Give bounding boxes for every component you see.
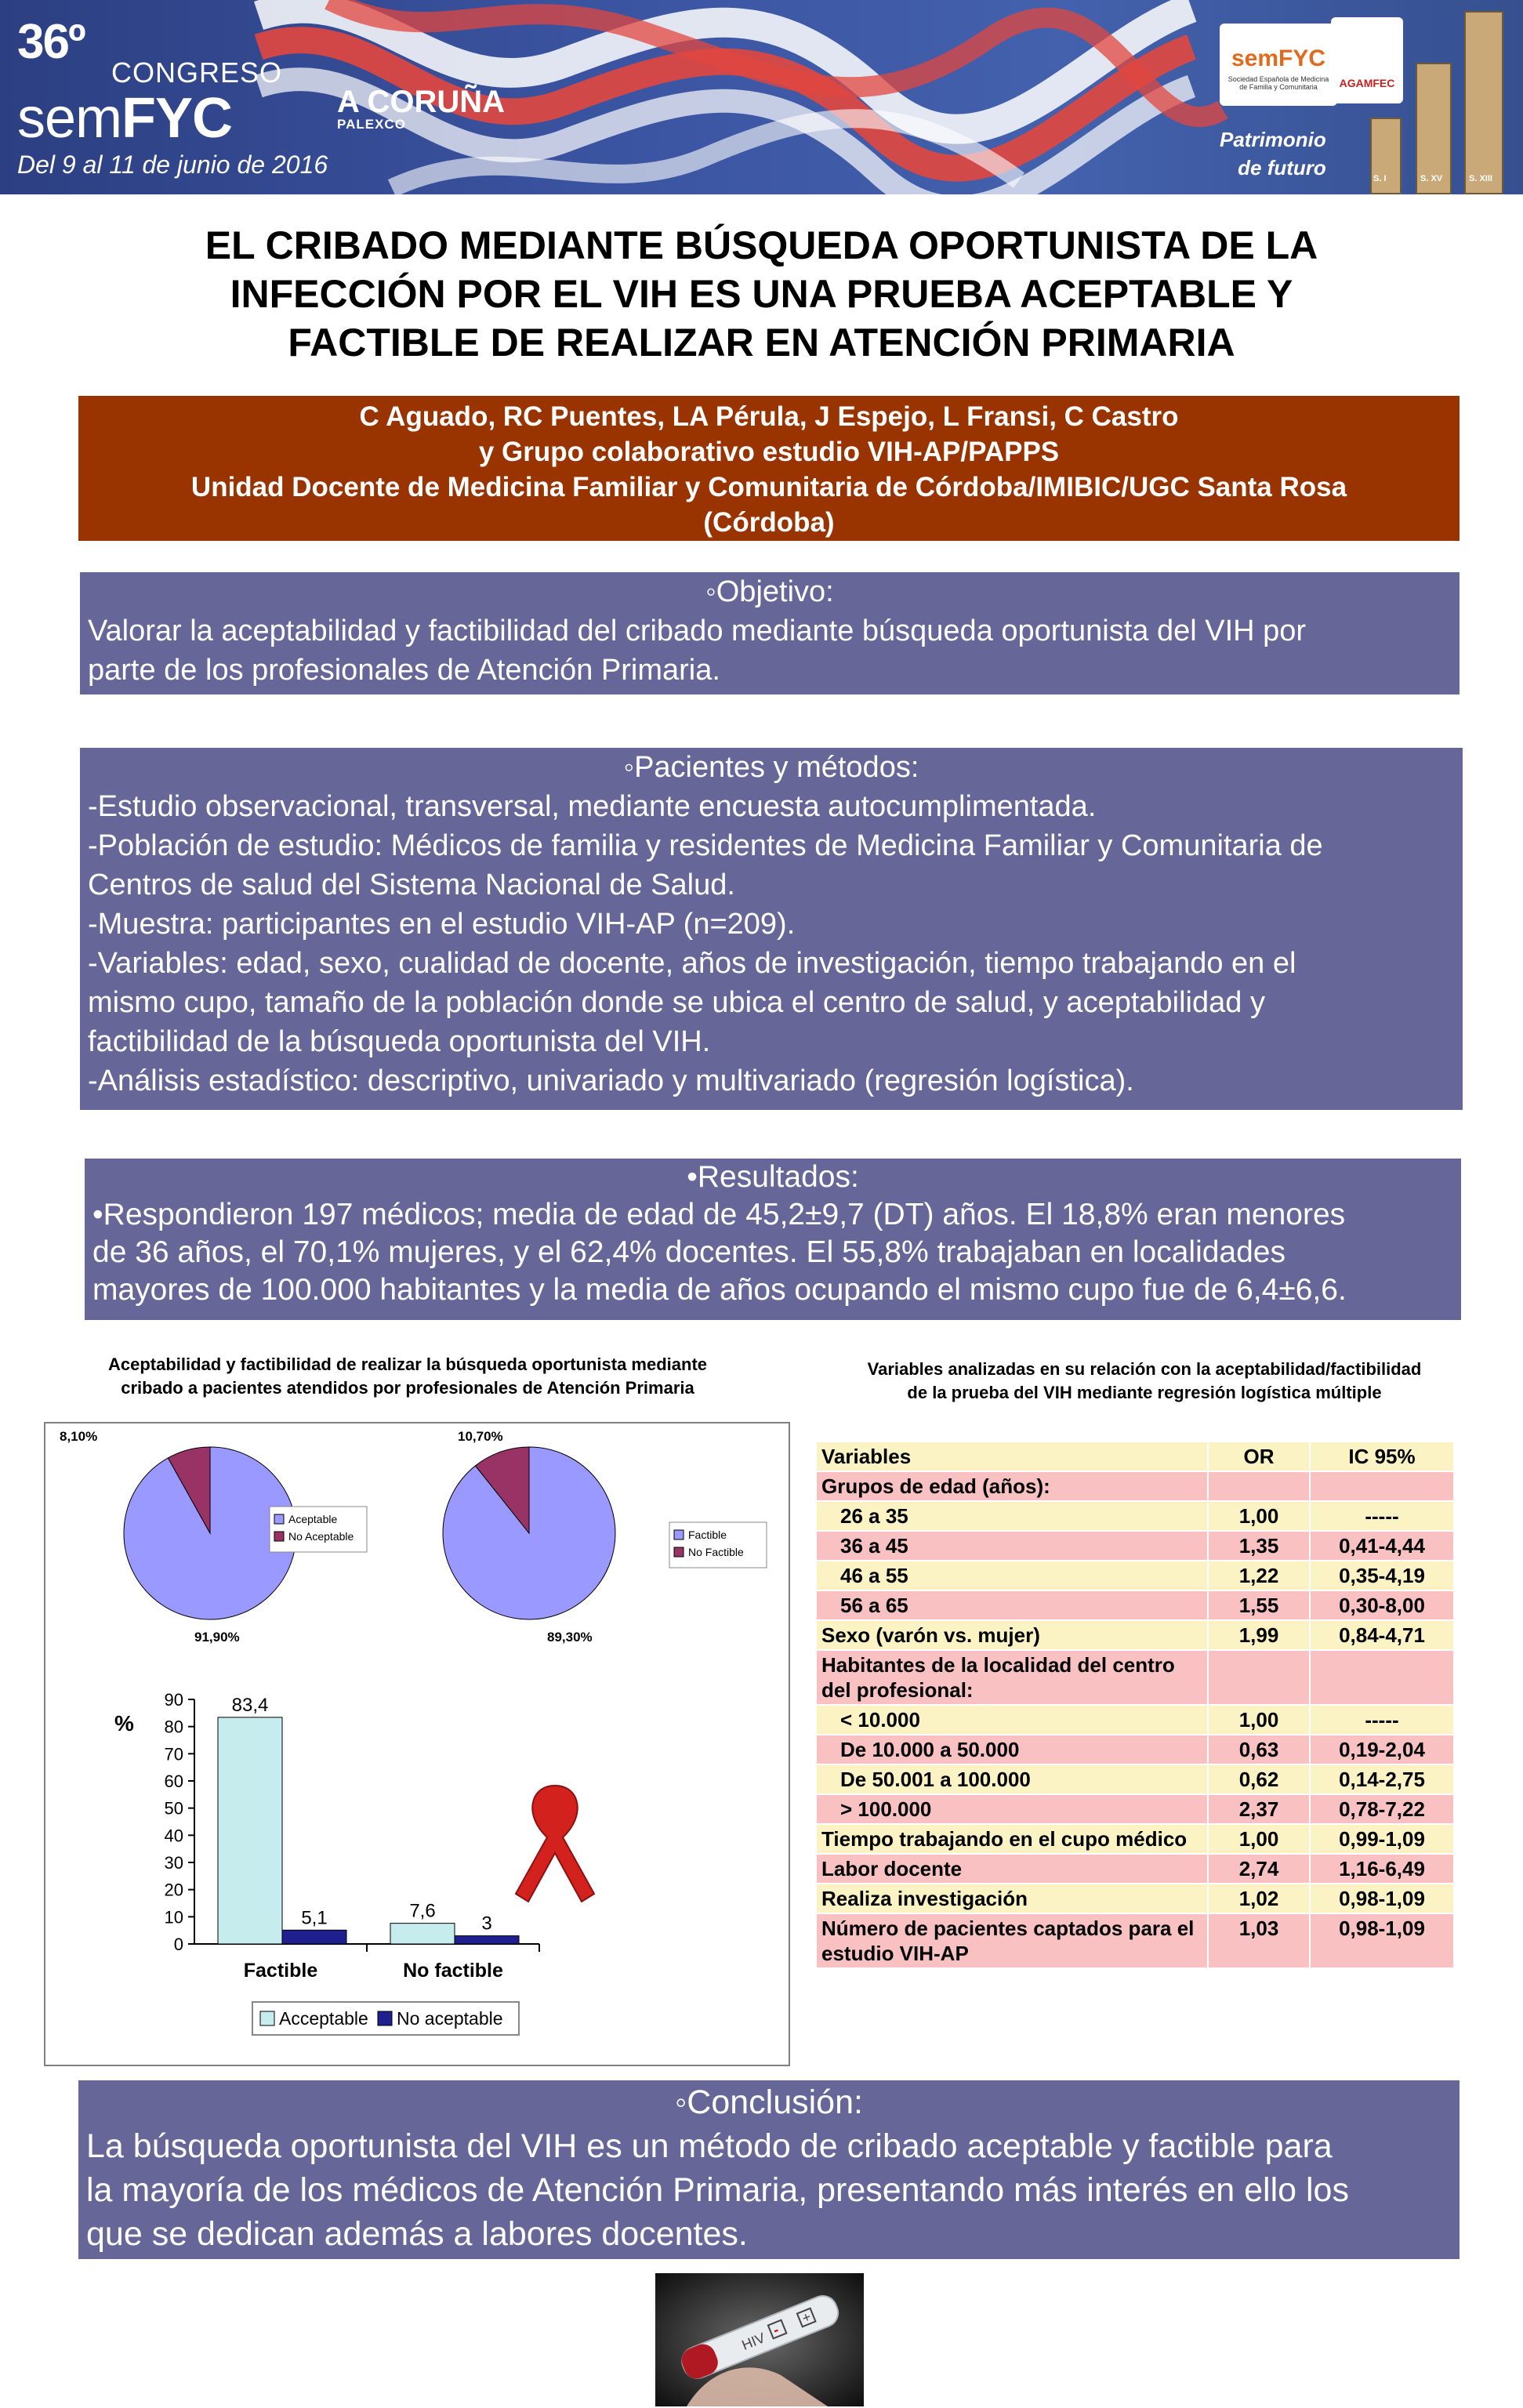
congress-dates: Del 9 al 11 de junio de 2016	[17, 150, 328, 179]
congress-number: 36º	[17, 15, 85, 69]
cell-variable: Número de pacientes captados para el estudio VIH-AP	[816, 1913, 1208, 1968]
cell-ic: 0,78-7,22	[1310, 1794, 1454, 1824]
bar-data-label: 83,4	[231, 1694, 269, 1716]
legend-swatch	[274, 1532, 284, 1541]
section-text: mismo cupo, tamaño de la población donde se ubica el centro de salud, y aceptabilidad y	[88, 986, 1265, 1019]
cell-variable: Tiempo trabajando en el cupo médico	[816, 1824, 1208, 1854]
brand-sem: sem	[17, 87, 122, 150]
cell-or: 1,99	[1208, 1620, 1310, 1650]
bar	[282, 1930, 346, 1944]
bar-data-label: 5,1	[301, 1907, 328, 1929]
methods-section	[80, 748, 1463, 1110]
pie-data-label: 89,30%	[547, 1630, 593, 1645]
congress-banner	[0, 0, 1523, 194]
table-row	[816, 1531, 1454, 1561]
section-text: -Muestra: participantes en el estudio VIH-AP (n=209).	[88, 908, 796, 941]
cell-ic: 0,99-1,09	[1310, 1824, 1454, 1854]
cell-ic	[1310, 1650, 1454, 1705]
table-row	[816, 1913, 1454, 1968]
cell-or: 1,03	[1208, 1913, 1310, 1968]
affiliation-line: (Córdoba)	[703, 507, 835, 538]
table-row	[816, 1650, 1454, 1705]
tower-icon	[1464, 11, 1503, 194]
congress-word: CONGRESO	[111, 56, 283, 89]
objective-section	[80, 572, 1460, 694]
cell-variable: Sexo (varón vs. mujer)	[816, 1620, 1208, 1650]
cell-ic: 0,84-4,71	[1310, 1620, 1454, 1650]
x-tick-label: Factible	[243, 1960, 318, 1982]
section-heading: ◦Conclusión:	[675, 2083, 863, 2121]
title-line: INFECCIÓN POR EL VIH ES UNA PRUEBA ACEPTABLE Y	[230, 272, 1293, 316]
section-text: Valorar la aceptabilidad y factibilidad del cribado mediante búsqueda oportunista del VIH por	[88, 615, 1307, 647]
semfyc-logo-text: semFYC	[1231, 45, 1326, 71]
caption-line: Variables analizadas en su relación con la aceptabilidad/factibilidad	[867, 1359, 1422, 1379]
cell-ic: 0,98-1,09	[1310, 1913, 1454, 1968]
cell-ic: 0,19-2,04	[1310, 1735, 1454, 1764]
authors-box	[78, 396, 1460, 541]
cell-or: 0,62	[1208, 1764, 1310, 1794]
cell-ic: 0,41-4,44	[1310, 1531, 1454, 1561]
cell-variable: Habitantes de la localidad del centro del profesional:	[816, 1650, 1208, 1705]
y-tick-label: 60	[164, 1772, 183, 1791]
city-label: A CORUÑA	[337, 85, 506, 119]
figure1-charts	[45, 1423, 789, 2065]
legend-label: No Factible	[688, 1546, 744, 1558]
tower-label: S. I	[1373, 174, 1387, 183]
cell-or	[1208, 1471, 1310, 1501]
bar-data-label: 7,6	[409, 1900, 436, 1922]
section-heading: ◦Pacientes y métodos:	[623, 751, 919, 784]
table-row	[816, 1620, 1454, 1650]
figure1-frame	[44, 1422, 790, 2066]
cell-or: 1,00	[1208, 1705, 1310, 1735]
y-tick-label: 30	[164, 1853, 183, 1873]
cell-or: 2,74	[1208, 1854, 1310, 1884]
section-text: •Respondieron 197 médicos; media de edad de 45,2±9,7 (DT) años. El 18,8% eran menores	[92, 1198, 1346, 1231]
legend-swatch	[260, 2011, 274, 2025]
section-text: -Estudio observacional, transversal, mediante encuesta autocumplimentada.	[88, 790, 1097, 823]
cell-or: 0,63	[1208, 1735, 1310, 1764]
table-row	[816, 1501, 1454, 1531]
tube-check-plus: +	[800, 2308, 814, 2326]
cell-or: 1,02	[1208, 1884, 1310, 1913]
y-tick-label: 90	[164, 1690, 183, 1710]
legend-swatch	[274, 1514, 284, 1524]
figure1-caption	[55, 1353, 760, 1400]
hiv-test-photo	[655, 2273, 864, 2406]
section-text: -Población de estudio: Médicos de familia y residentes de Medicina Familiar y Comunitaria de	[88, 829, 1323, 862]
cell-variable: Grupos de edad (años):	[816, 1471, 1208, 1501]
legend-label: Aceptable	[288, 1513, 338, 1525]
regression-table-wrapper	[815, 1441, 1455, 1969]
y-tick-label: 80	[164, 1717, 183, 1737]
bar	[218, 1717, 282, 1944]
table-row	[816, 1764, 1454, 1794]
congress-logo	[17, 15, 283, 150]
cell-variable: Realiza investigación	[816, 1884, 1208, 1913]
venue-label: PALEXCO	[337, 117, 406, 132]
pie-data-label: 8,10%	[60, 1429, 98, 1444]
section-text: La búsqueda oportunista del VIH es un método de cribado aceptable y factible para	[86, 2127, 1333, 2165]
cell-or: 1,22	[1208, 1561, 1310, 1590]
cell-ic: -----	[1310, 1705, 1454, 1735]
tower-label: S. XV	[1420, 174, 1443, 183]
cell-ic	[1310, 1471, 1454, 1501]
header-or: OR	[1208, 1442, 1310, 1471]
patrimonio-line2: de futuro	[1238, 156, 1326, 180]
cell-or: 1,00	[1208, 1824, 1310, 1854]
table-row	[816, 1884, 1454, 1913]
brand-name	[17, 86, 232, 150]
authors-line: C Aguado, RC Puentes, LA Pérula, J Espejo, L Fransi, C Castro	[359, 401, 1179, 432]
semfyc-logo-subtitle: Sociedad Española de Medicina de Familia y Comunitaria	[1227, 75, 1329, 91]
cell-or: 1,55	[1208, 1590, 1310, 1620]
legend-label: Factible	[688, 1529, 727, 1541]
semfyc-logo	[1220, 24, 1337, 106]
title-line: EL CRIBADO MEDIANTE BÚSQUEDA OPORTUNISTA DE LA	[205, 223, 1318, 267]
table-row	[816, 1824, 1454, 1854]
caption-line: cribado a pacientes atendidos por profesionales de Atención Primaria	[121, 1378, 694, 1398]
regression-table	[815, 1441, 1455, 1969]
section-text: -Variables: edad, sexo, cualidad de docente, años de investigación, tiempo trabajando en el	[88, 947, 1296, 980]
cell-variable: > 100.000	[816, 1794, 1208, 1824]
cell-or	[1208, 1650, 1310, 1705]
table-row	[816, 1735, 1454, 1764]
legend-label: Acceptable	[279, 2008, 368, 2029]
aids-ribbon-icon	[516, 1786, 594, 1902]
legend-label: No aceptable	[397, 2008, 503, 2029]
y-tick-label: 0	[173, 1935, 183, 1954]
header-ic: IC 95%	[1310, 1442, 1454, 1471]
section-text: que se dedican además a labores docentes.	[86, 2215, 748, 2253]
figure2-caption	[792, 1358, 1497, 1405]
section-text: Centros de salud del Sistema Nacional de Salud.	[88, 869, 735, 901]
pie-data-label: 10,70%	[458, 1429, 503, 1444]
table-row	[816, 1794, 1454, 1824]
table-row	[816, 1471, 1454, 1501]
cell-variable: 36 a 45	[816, 1531, 1208, 1561]
affiliation-line: Unidad Docente de Medicina Familiar y Comunitaria de Córdoba/IMIBIC/UGC Santa Rosa	[190, 472, 1347, 502]
cell-or: 1,35	[1208, 1531, 1310, 1561]
pie-data-label: 91,90%	[194, 1630, 240, 1645]
table-row	[816, 1705, 1454, 1735]
cell-or: 1,00	[1208, 1501, 1310, 1531]
section-heading: ◦Objetivo:	[705, 575, 834, 608]
section-text: factibilidad de la búsqueda oportunista del VIH.	[88, 1025, 711, 1058]
y-tick-label: 50	[164, 1798, 183, 1819]
cell-variable: De 10.000 a 50.000	[816, 1735, 1208, 1764]
section-text: -Análisis estadístico: descriptivo, univariado y multivariado (regresión logística).	[88, 1064, 1134, 1097]
agamfec-logo: AGAMFEC	[1331, 17, 1403, 103]
cell-variable: De 50.001 a 100.000	[816, 1764, 1208, 1794]
cell-variable: < 10.000	[816, 1705, 1208, 1735]
table-row	[816, 1590, 1454, 1620]
table-row	[816, 1854, 1454, 1884]
bar	[390, 1924, 455, 1944]
bar	[455, 1936, 519, 1944]
x-tick-label: No factible	[403, 1960, 503, 1982]
hiv-test-illustration	[655, 2273, 864, 2406]
caption-line: Aceptabilidad y factibilidad de realizar la búsqueda oportunista mediante	[107, 1354, 708, 1374]
cell-variable: Labor docente	[816, 1854, 1208, 1884]
cell-ic: 0,30-8,00	[1310, 1590, 1454, 1620]
poster-title	[86, 221, 1437, 367]
tower-label: S. XIII	[1469, 174, 1492, 183]
section-heading: •Resultados:	[687, 1160, 859, 1194]
cell-variable: 46 a 55	[816, 1561, 1208, 1590]
caption-line: de la prueba del VIH mediante regresión logística múltiple	[907, 1383, 1382, 1402]
brand-fyc: FYC	[121, 87, 233, 150]
y-tick-label: 20	[164, 1880, 183, 1900]
section-text: mayores de 100.000 habitantes y la media de años ocupando el mismo cupo fue de 6,4±6,6.	[92, 1273, 1347, 1307]
legend-swatch	[674, 1530, 684, 1539]
table-header-row	[816, 1442, 1454, 1471]
section-text: parte de los profesionales de Atención Primaria.	[88, 654, 720, 687]
cell-variable: 26 a 35	[816, 1501, 1208, 1531]
cell-or: 2,37	[1208, 1794, 1310, 1824]
cell-ic: 0,35-4,19	[1310, 1561, 1454, 1590]
cell-ic: 0,98-1,09	[1310, 1884, 1454, 1913]
bar-data-label: 3	[481, 1913, 492, 1935]
section-text: la mayoría de los médicos de Atención Primaria, presentando más interés en ello los	[86, 2171, 1349, 2209]
legend-label: No Aceptable	[288, 1530, 354, 1543]
y-tick-label: 40	[164, 1826, 183, 1846]
y-tick-label: 70	[164, 1744, 183, 1764]
patrimonio-slogan	[1220, 125, 1326, 182]
y-axis-label: %	[114, 1711, 134, 1735]
authors-line: y Grupo colaborativo estudio VIH-AP/PAPPS	[478, 437, 1060, 467]
legend-swatch	[378, 2011, 392, 2025]
patrimonio-line1: Patrimonio	[1220, 128, 1326, 151]
cell-ic: 1,16-6,49	[1310, 1854, 1454, 1884]
table-row	[816, 1561, 1454, 1590]
cell-variable: 56 a 65	[816, 1590, 1208, 1620]
section-text: de 36 años, el 70,1% mujeres, y el 62,4% docentes. El 55,8% trabajaban en localidades	[92, 1235, 1285, 1269]
y-tick-label: 10	[164, 1907, 183, 1927]
title-line: FACTIBLE DE REALIZAR EN ATENCIÓN PRIMARIA	[288, 321, 1235, 364]
results-section	[85, 1159, 1461, 1320]
legend-swatch	[674, 1547, 684, 1557]
tube-check-minus: -	[771, 2321, 781, 2338]
cell-ic: -----	[1310, 1501, 1454, 1531]
header-variable: Variables	[816, 1442, 1208, 1471]
conclusion-section	[78, 2080, 1460, 2259]
city-name	[337, 85, 505, 132]
cell-ic: 0,14-2,75	[1310, 1764, 1454, 1794]
tube-label: HIV	[739, 2330, 767, 2353]
